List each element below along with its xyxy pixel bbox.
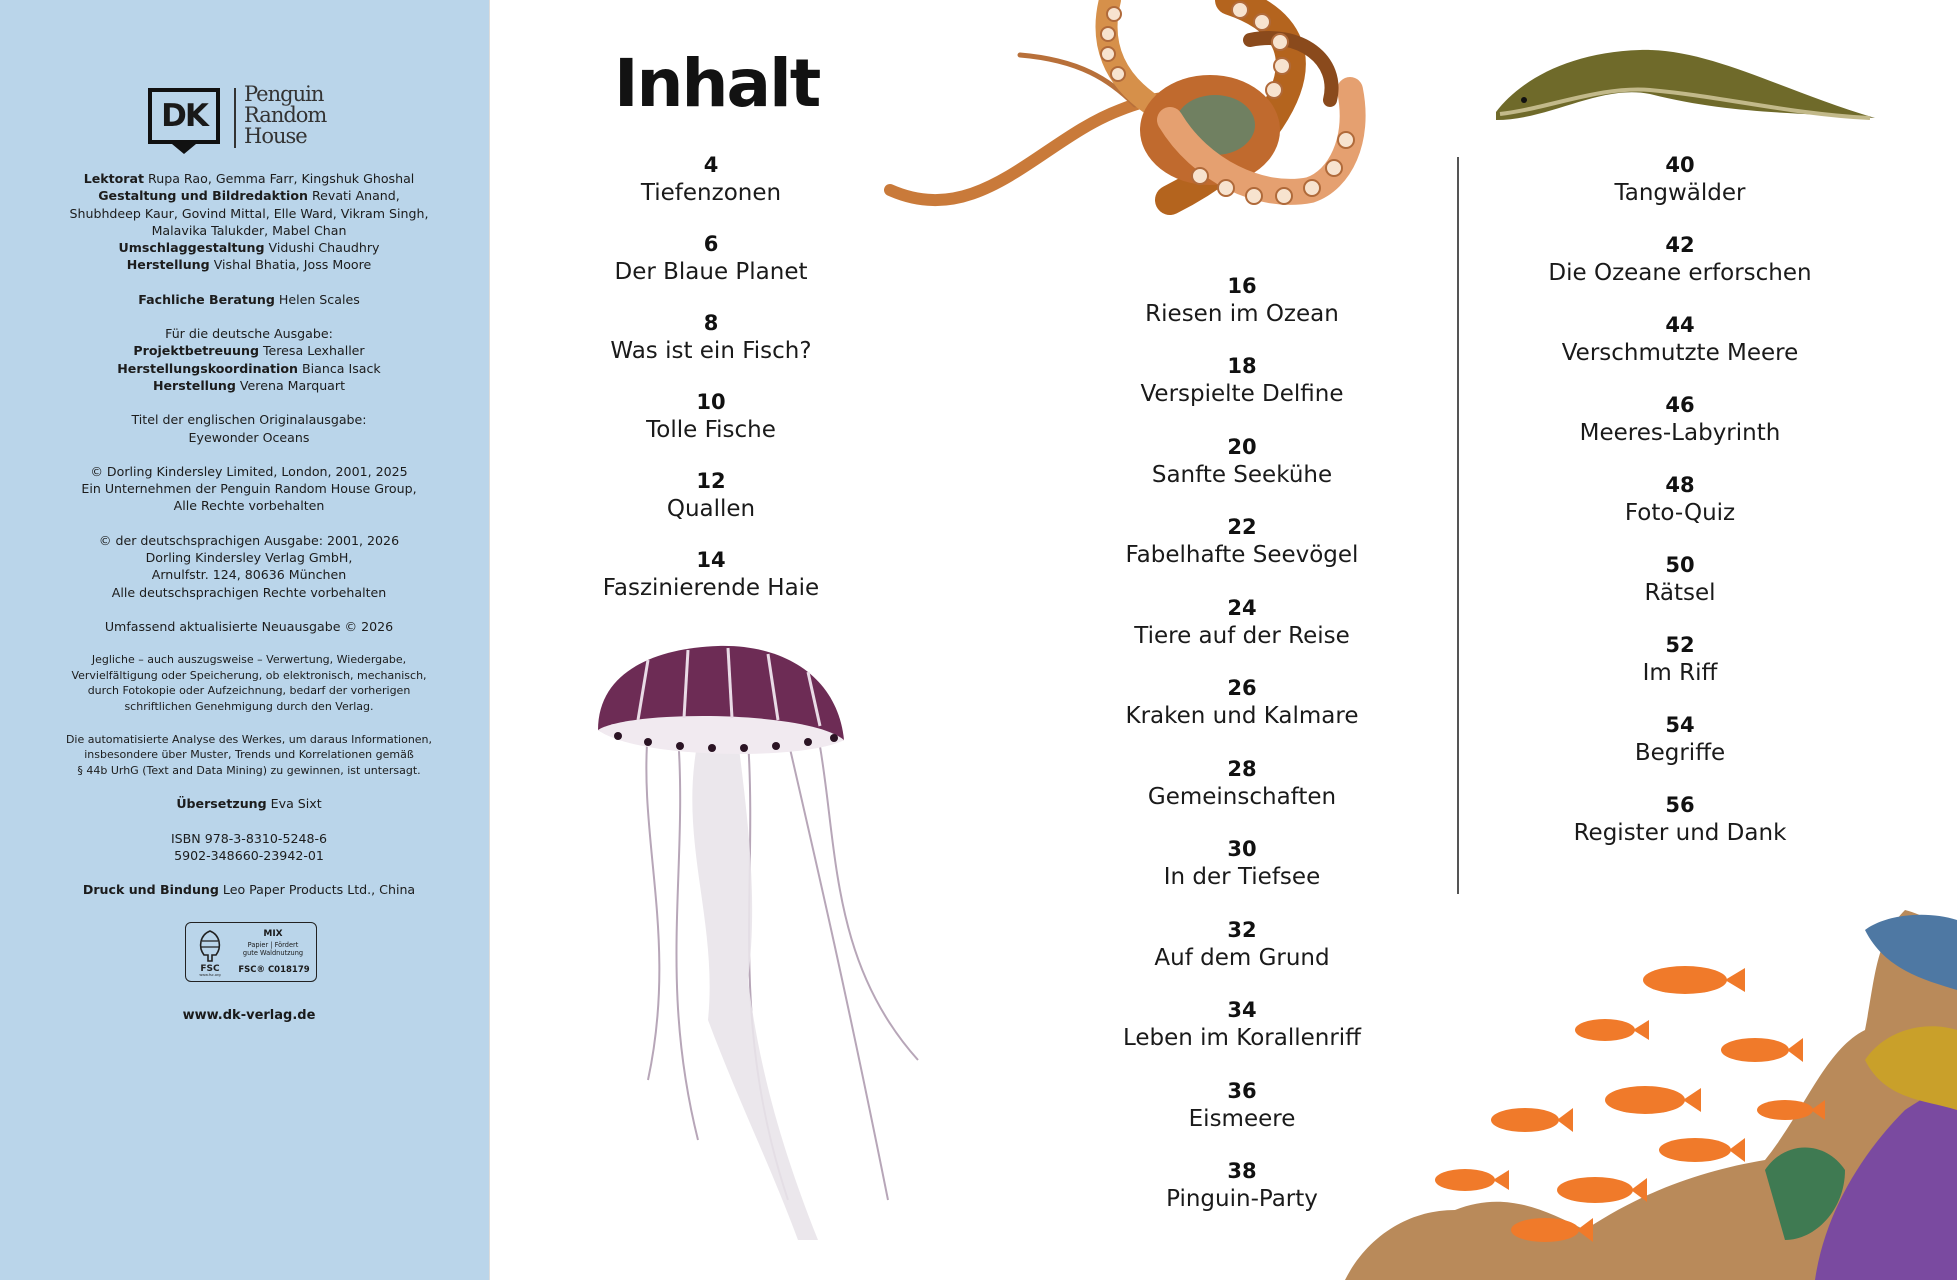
dk-logo-tail	[172, 144, 196, 154]
credits-legal-notice: Jegliche – auch auszugsweise – Verwertung, Wiedergabe, Vervielfältigung oder Speicherung, ob elektronisch, mechanisch, durch Fotokopie oder Aufzeichnung, bedarf der vorherigen schriftlichen Genehmigung durch den Verlag.	[71, 653, 427, 714]
credits-print: Druck und Bindung Leo Paper Products Ltd., China	[82, 882, 416, 898]
toc-entry[interactable]: 52 Im Riff	[1642, 633, 1718, 686]
imprint-panel	[0, 0, 490, 1280]
credits-tdm-notice: Die automatisierte Analyse des Werkes, um daraus Informationen, insbesondere über Muster, Trends und Korrelationen gemäß § 44b UrhG (Text and Data Mining) zu gewinnen, ist untersagt.	[65, 732, 433, 777]
toc-entry[interactable]: 28 Gemeinschaften	[1147, 757, 1337, 810]
toc-entry[interactable]: 4 Tiefenzonen	[640, 153, 782, 206]
page-title: Inhalt	[614, 45, 820, 122]
dk-penguin-random-house-logo	[148, 84, 348, 152]
penguin-random-house-wordmark: Penguin Random House	[244, 82, 327, 148]
toc-entry[interactable]: 36 Eismeere	[1188, 1079, 1296, 1132]
toc-entry[interactable]: 8 Was ist ein Fisch?	[610, 311, 812, 364]
credits-copyright: © Dorling Kindersley Limited, London, 2001, 2025 Ein Unternehmen der Penguin Random House Group, Alle Rechte vorbehalten	[81, 463, 417, 514]
toc-entry[interactable]: 10 Tolle Fische	[646, 390, 776, 443]
toc-entry[interactable]: 30 In der Tiefsee	[1163, 837, 1321, 890]
publisher-website-link[interactable]: www.dk-verlag.de	[182, 1008, 316, 1023]
dk-logo-mark: DK	[148, 88, 220, 144]
column-divider	[1457, 157, 1459, 894]
toc-entry[interactable]: 26 Kraken und Kalmare	[1125, 676, 1359, 729]
toc-entry[interactable]: 22 Fabelhafte Seevögel	[1125, 515, 1359, 568]
toc-entry[interactable]: 14 Faszinierende Haie	[602, 548, 820, 601]
imprint-credits	[48, 170, 450, 916]
toc-entry[interactable]: 38 Pinguin-Party	[1166, 1159, 1318, 1212]
toc-entry[interactable]: 46 Meeres-Labyrinth	[1579, 393, 1781, 446]
toc-entry[interactable]: 18 Verspielte Delfine	[1140, 354, 1344, 407]
fsc-tree-icon	[192, 927, 228, 977]
toc-entry[interactable]: 48 Foto-Quiz	[1624, 473, 1736, 526]
toc-entry[interactable]: 54 Begriffe	[1634, 713, 1726, 766]
toc-entry[interactable]: 44 Verschmutzte Meere	[1561, 313, 1799, 366]
toc-entry[interactable]: 12 Quallen	[666, 469, 756, 522]
toc-entry[interactable]: 20 Sanfte Seekühe	[1151, 435, 1333, 488]
logo-divider	[234, 88, 236, 148]
credits-consultant: Fachliche Beratung Helen Scales	[138, 291, 360, 307]
moray-eel-illustration	[1490, 30, 1880, 140]
credits-translation: Übersetzung Eva Sixt	[176, 796, 322, 812]
credits-team: Lektorat Rupa Rao, Gemma Farr, Kingshuk Ghoshal Gestaltung und Bildredaktion Revati Anand, Shubhdeep Kaur, Govind Mittal, Elle Ward, Vikram Singh, Malavika Talukder, Mabel Chan Umschlaggestaltung Vidushi Chaudhry Herstellung Vishal Bhatia, Joss Moore	[69, 171, 429, 273]
toc-entry[interactable]: 40 Tangwälder	[1614, 153, 1746, 206]
toc-entry[interactable]: 16 Riesen im Ozean	[1145, 274, 1339, 327]
jellyfish-illustration	[588, 640, 938, 1260]
toc-entry[interactable]: 24 Tiere auf der Reise	[1134, 596, 1350, 649]
svg-text:www.fsc.org: www.fsc.org	[199, 973, 221, 977]
octopus-illustration	[870, 0, 1430, 240]
toc-entry[interactable]: 42 Die Ozeane erforschen	[1548, 233, 1812, 286]
toc-entry[interactable]: 50 Rätsel	[1644, 553, 1716, 606]
credits-isbn: ISBN 978-3-8310-5248-6 5902-348660-23942-01	[170, 830, 328, 863]
fsc-mix-label: FSC www.fsc.org MIX Papier | Fördert gute Waldnutzung FSC® C018179	[185, 922, 317, 982]
toc-entry[interactable]: 34 Leben im Korallenriff	[1122, 998, 1362, 1051]
toc-entry[interactable]: 32 Auf dem Grund	[1154, 918, 1330, 971]
svg-text:FSC: FSC	[200, 964, 220, 974]
coral-reef-fish-illustration	[1345, 910, 1957, 1280]
toc-entry[interactable]: 56 Register und Dank	[1573, 793, 1787, 846]
credits-new-edition: Umfassend aktualisierte Neuausgabe © 2026	[104, 618, 394, 634]
credits-german-copyright: © der deutschsprachigen Ausgabe: 2001, 2026 Dorling Kindersley Verlag GmbH, Arnulfstr. 124, 80636 München Alle deutschsprachigen Rechte vorbehalten	[98, 532, 400, 600]
credits-original-title: Titel der englischen Originalausgabe: Eyewonder Oceans	[131, 412, 367, 445]
credits-german-edition: Für die deutsche Ausgabe: Projektbetreuung Teresa Lexhaller Herstellungskoordination Bianca Isack Herstellung Verena Marquart	[117, 326, 381, 393]
toc-entry[interactable]: 6 Der Blaue Planet	[614, 232, 808, 285]
